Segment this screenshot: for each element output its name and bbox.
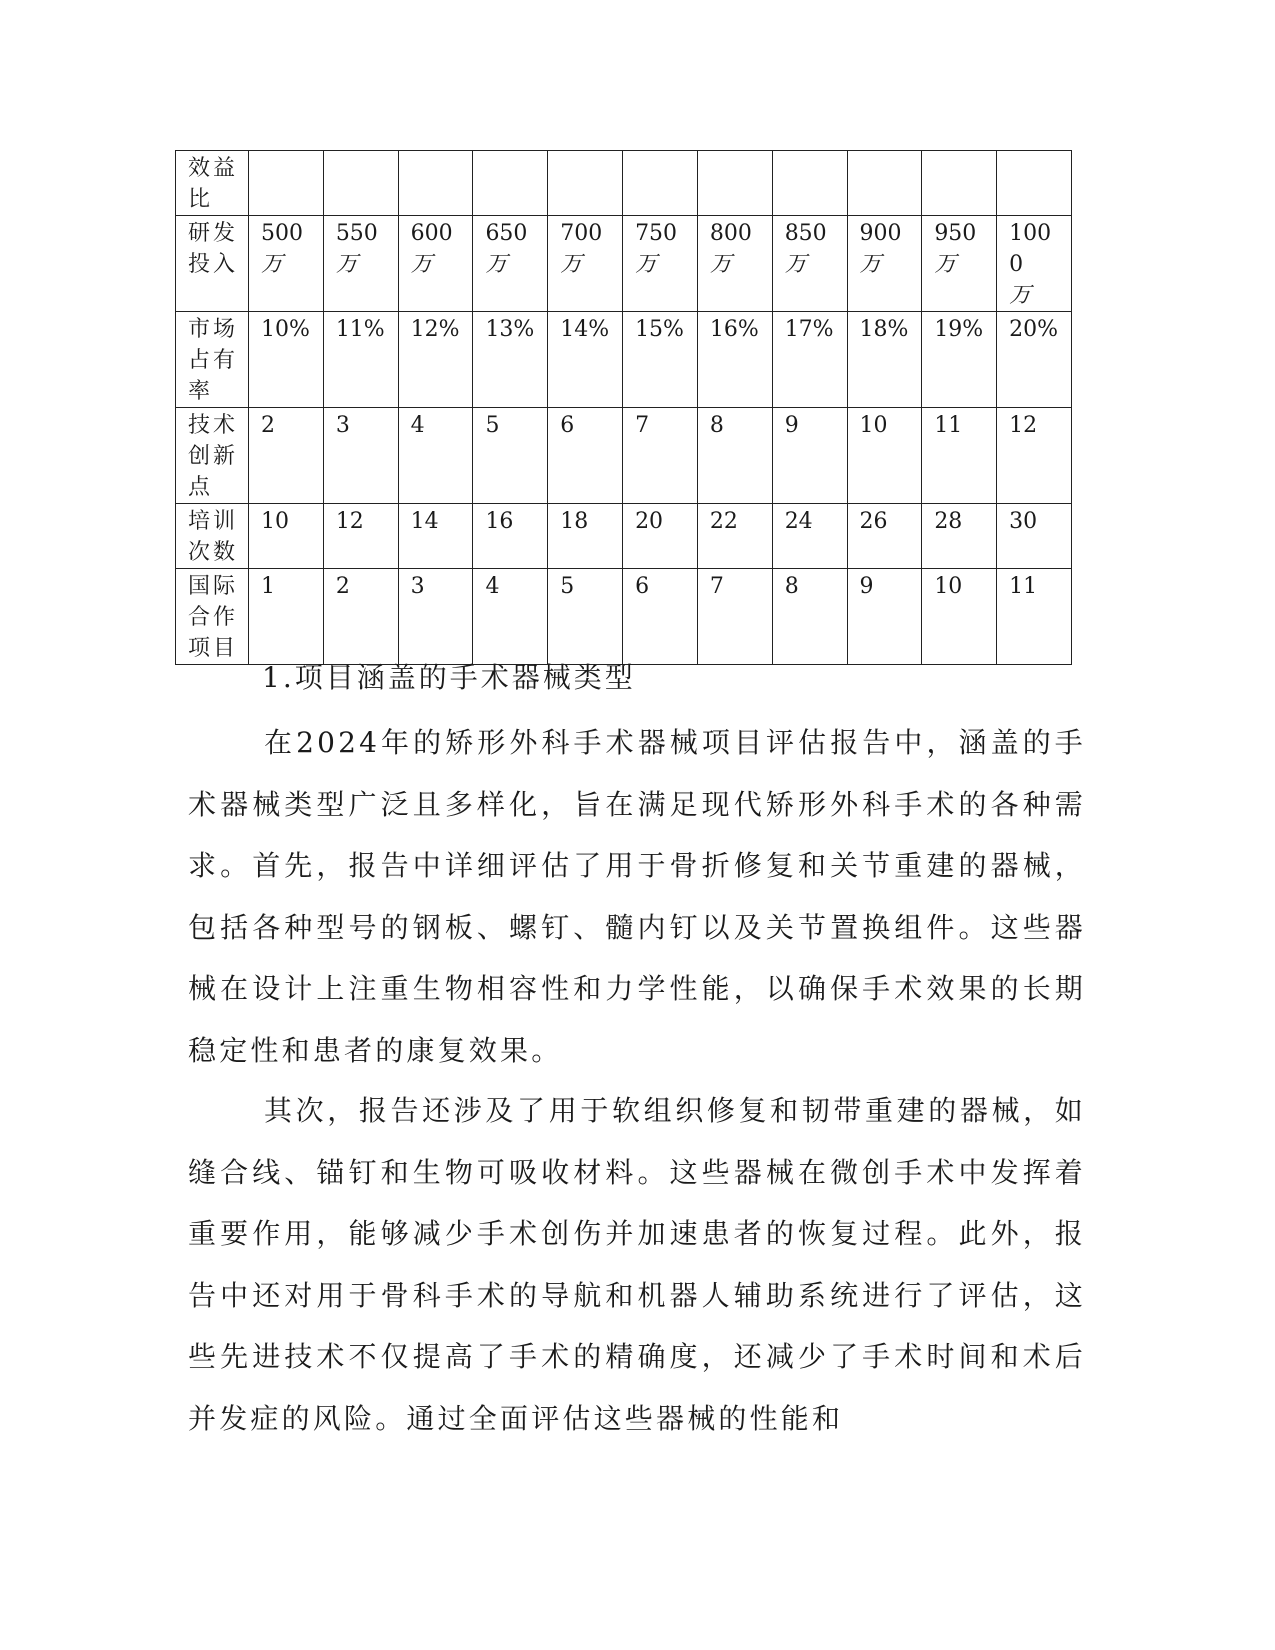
table-cell <box>922 569 997 665</box>
cell-value: 2 <box>335 574 350 599</box>
cell-unit: 万 <box>1009 283 1032 308</box>
table-cell <box>997 151 1072 216</box>
row-label: 效益比 <box>176 151 249 216</box>
cell-value: 14 <box>410 509 439 534</box>
data-table-body <box>176 151 1072 665</box>
table-cell <box>623 216 698 312</box>
cell-value: 7 <box>635 413 650 438</box>
paragraph-2: 其次，报告还涉及了用于软组织修复和韧带重建的器械，如缝合线、锚钉和生物可吸收材料。这些器械在微创手术中发挥着重要作用，能够减少手术创伤并加速患者的恢复过程。此外，报告中还对用于骨科手术的导航和机器人辅助系统进行了评估，这些先进技术不仅提高了手术的精确度，还减少了手术时间和术后并发症的风险。通过全面评估这些器械的性能和 <box>188 1094 1086 1435</box>
table-cell <box>398 569 473 665</box>
cell-value: 26 <box>859 509 888 534</box>
table-cell <box>847 504 922 569</box>
cell-value: 500 <box>261 221 303 246</box>
cell-value: 30 <box>1009 509 1038 534</box>
table-cell <box>697 216 772 312</box>
cell-value: 11 <box>934 413 963 438</box>
table-cell <box>473 151 548 216</box>
table-cell <box>623 504 698 569</box>
table-cell <box>323 312 398 408</box>
table-cell <box>623 151 698 216</box>
cell-value: 2 <box>261 413 275 438</box>
table-row <box>176 216 1072 312</box>
cell-unit: 万 <box>635 252 658 277</box>
table-cell <box>997 504 1072 569</box>
cell-value: 12 <box>335 509 364 534</box>
cell-value: 700 <box>560 221 603 246</box>
row-label: 研发投入 <box>176 216 249 312</box>
cell-value: 800 <box>709 221 752 246</box>
table-cell <box>398 408 473 504</box>
table-cell <box>548 151 623 216</box>
cell-value: 17% <box>784 317 834 342</box>
table-cell <box>323 216 398 312</box>
table-cell <box>997 312 1072 408</box>
table-cell <box>922 216 997 312</box>
cell-value: 600 <box>410 221 453 246</box>
row-label: 市场占有率 <box>176 312 249 408</box>
table-cell <box>473 216 548 312</box>
table-cell <box>697 151 772 216</box>
cell-unit: 万 <box>709 252 732 277</box>
table-cell <box>249 151 324 216</box>
cell-value: 11% <box>335 317 385 342</box>
cell-value: 12 <box>1009 413 1038 438</box>
table-cell <box>847 312 922 408</box>
row-label: 培训次数 <box>176 504 249 569</box>
cell-value: 10 <box>934 574 963 599</box>
table-cell <box>697 408 772 504</box>
section-heading: 1.项目涵盖的手术器械类型 <box>262 661 636 694</box>
cell-value: 750 <box>635 221 678 246</box>
table-cell <box>847 408 922 504</box>
cell-value: 10 <box>261 509 289 534</box>
row-label: 国际合作项目 <box>176 569 249 665</box>
cell-value: 20 <box>635 509 664 534</box>
cell-value: 9 <box>859 574 874 599</box>
table-cell <box>847 216 922 312</box>
cell-value: 11 <box>1009 574 1038 599</box>
cell-value: 850 <box>784 221 827 246</box>
cell-value: 1000 <box>1009 221 1052 277</box>
table-cell <box>473 312 548 408</box>
table-cell <box>997 569 1072 665</box>
cell-value: 6 <box>635 574 650 599</box>
table-cell <box>772 151 847 216</box>
table-cell <box>473 408 548 504</box>
table-cell <box>697 312 772 408</box>
table-cell <box>772 408 847 504</box>
table-cell <box>398 216 473 312</box>
cell-unit: 万 <box>560 252 583 277</box>
cell-value: 550 <box>335 221 378 246</box>
cell-value: 900 <box>859 221 902 246</box>
table-cell <box>623 408 698 504</box>
cell-unit: 万 <box>335 252 358 277</box>
cell-unit: 万 <box>485 252 508 277</box>
table-cell <box>548 504 623 569</box>
cell-value: 4 <box>410 413 425 438</box>
cell-value: 6 <box>560 413 575 438</box>
table-cell <box>473 569 548 665</box>
cell-value: 5 <box>560 574 575 599</box>
table-cell <box>922 312 997 408</box>
table-cell <box>548 408 623 504</box>
cell-value: 650 <box>485 221 528 246</box>
cell-value: 950 <box>934 221 977 246</box>
cell-value: 19% <box>934 317 984 342</box>
cell-value: 5 <box>485 413 500 438</box>
table-cell <box>249 569 324 665</box>
table-row <box>176 151 1072 216</box>
table-cell <box>398 504 473 569</box>
cell-value: 3 <box>335 413 350 438</box>
table-cell <box>323 569 398 665</box>
cell-value: 28 <box>934 509 963 534</box>
cell-value: 8 <box>709 413 724 438</box>
cell-value: 16% <box>709 317 759 342</box>
row-label: 技术创新点 <box>176 408 249 504</box>
cell-value: 9 <box>784 413 799 438</box>
table-cell <box>922 151 997 216</box>
table-cell <box>997 216 1072 312</box>
cell-value: 18% <box>859 317 909 342</box>
table-cell <box>323 504 398 569</box>
table-row <box>176 408 1072 504</box>
cell-value: 10 <box>859 413 888 438</box>
cell-unit: 万 <box>784 252 807 277</box>
cell-unit: 万 <box>410 252 433 277</box>
cell-value: 12% <box>410 317 460 342</box>
table-cell <box>249 504 324 569</box>
cell-value: 7 <box>709 574 724 599</box>
table-cell <box>323 151 398 216</box>
cell-value: 15% <box>635 317 684 342</box>
table-cell <box>772 216 847 312</box>
table-cell <box>847 569 922 665</box>
table-cell <box>697 504 772 569</box>
table-row <box>176 312 1072 408</box>
table-cell <box>922 504 997 569</box>
table-cell <box>847 151 922 216</box>
table-cell <box>922 408 997 504</box>
cell-value: 13% <box>485 317 535 342</box>
table-cell <box>548 216 623 312</box>
cell-value: 3 <box>410 574 425 599</box>
table-cell <box>772 312 847 408</box>
table-cell <box>623 569 698 665</box>
cell-value: 20% <box>1009 317 1059 342</box>
table-cell <box>249 312 324 408</box>
cell-value: 4 <box>485 574 500 599</box>
cell-value: 22 <box>709 509 738 534</box>
table-cell <box>548 569 623 665</box>
table-cell <box>623 312 698 408</box>
table-cell <box>548 312 623 408</box>
data-table <box>175 150 1072 665</box>
table-cell <box>473 504 548 569</box>
cell-unit: 万 <box>261 252 284 277</box>
cell-value: 8 <box>784 574 799 599</box>
table-row <box>176 504 1072 569</box>
table-cell <box>398 312 473 408</box>
table-cell <box>697 569 772 665</box>
table-cell <box>772 504 847 569</box>
table-cell <box>772 569 847 665</box>
table-cell <box>398 151 473 216</box>
cell-value: 18 <box>560 509 589 534</box>
cell-value: 16 <box>485 509 514 534</box>
cell-value: 10% <box>261 317 310 342</box>
cell-value: 14% <box>560 317 610 342</box>
table-cell <box>997 408 1072 504</box>
table-row <box>176 569 1072 665</box>
cell-unit: 万 <box>859 252 882 277</box>
table-cell <box>323 408 398 504</box>
table-cell <box>249 216 324 312</box>
table-cell <box>249 408 324 504</box>
cell-unit: 万 <box>934 252 957 277</box>
cell-value: 24 <box>784 509 813 534</box>
cell-value: 1 <box>261 574 275 599</box>
paragraph-1: 在2024年的矫形外科手术器械项目评估报告中，涵盖的手术器械类型广泛且多样化，旨在满足现代矫形外科手术的各种需求。首先，报告中详细评估了用于骨折修复和关节重建的器械，包括各种型号的钢板、螺钉、髓内钉以及关节置换组件。这些器械在设计上注重生物相容性和力学性能，以确保手术效果的长期稳定性和患者的康复效果。 <box>188 726 1086 1067</box>
